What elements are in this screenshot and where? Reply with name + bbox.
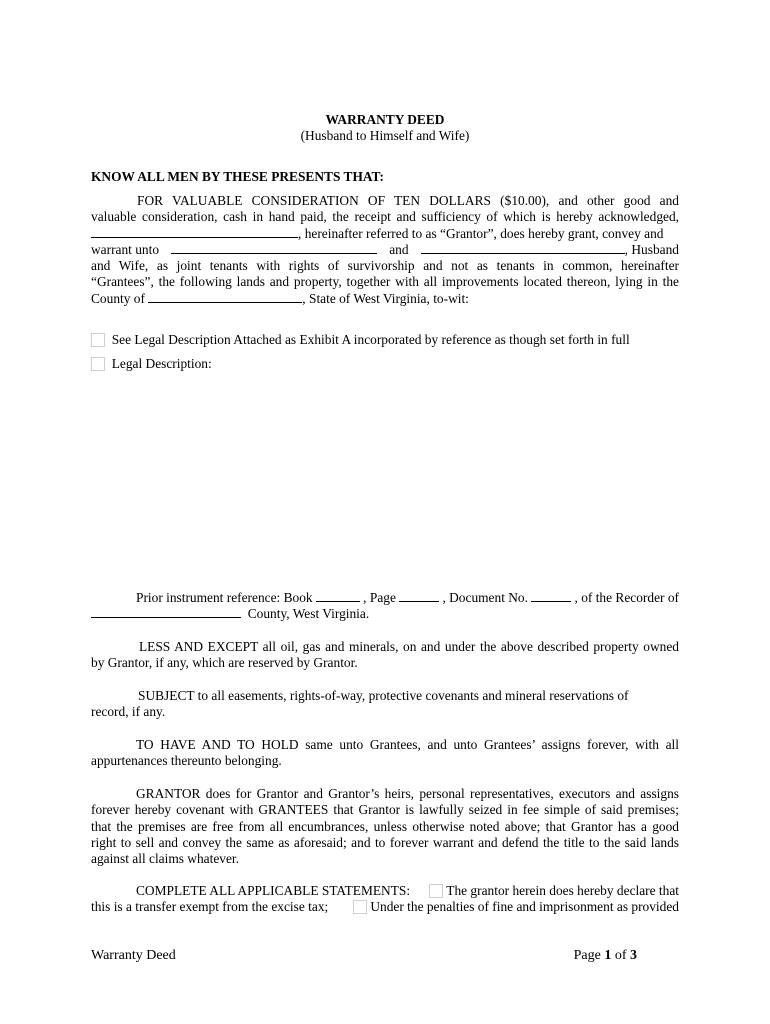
covenant-line-4: right to sell and convey the same as aforesaid; and to forever warrant and defend the title to the said lands xyxy=(91,834,679,850)
intro-paragraph xyxy=(91,193,679,307)
statements-line-2 xyxy=(91,899,679,915)
option-legal xyxy=(91,356,679,372)
less-except-line-2: by Grantor, if any, which are reserved by Grantor. xyxy=(91,655,358,671)
intro-line-3 xyxy=(91,226,679,242)
statement-option-2 xyxy=(353,899,679,915)
page-field[interactable] xyxy=(399,590,439,602)
legal-description-label: Legal Description: xyxy=(111,356,212,372)
of-word: of xyxy=(614,948,627,963)
covenant-block xyxy=(91,786,679,867)
grantee-wife-field[interactable] xyxy=(421,242,625,254)
habendum-line-2: appurtenances thereunto belonging. xyxy=(91,753,282,769)
intro-heading-block xyxy=(91,169,679,185)
intro-line-6: “Grantees”, the following lands and property, together with all improvements located thereon, lying in the xyxy=(91,274,679,290)
page-indicator xyxy=(574,948,637,964)
book-label: Prior instrument reference: Book xyxy=(136,590,313,605)
document-title: WARRANTY DEED xyxy=(325,112,445,127)
exempt-text: this is a transfer exempt from the excise tax; xyxy=(91,899,329,915)
subject-line-2: record, if any. xyxy=(91,704,166,720)
recorder-label: , of the Recorder of xyxy=(574,590,679,605)
exhibit-checkbox[interactable] xyxy=(91,333,105,347)
intro-line-7 xyxy=(91,291,679,307)
statements-block xyxy=(91,883,679,916)
habendum-block xyxy=(91,737,679,770)
page-label: , Page xyxy=(363,590,396,605)
document-no-label: , Document No. xyxy=(442,590,528,605)
option-exhibit xyxy=(91,332,679,348)
grantee-husband-field[interactable] xyxy=(171,242,377,254)
county-of-label: County of xyxy=(91,290,145,306)
statement-option-1-label: The grantor herein does hereby declare that xyxy=(446,883,679,898)
intro-line-4 xyxy=(91,242,679,258)
legal-description-checkbox[interactable] xyxy=(91,357,105,371)
and-label: and xyxy=(389,241,409,257)
recorder-county-field[interactable] xyxy=(91,606,241,618)
title-block xyxy=(91,112,679,145)
document-subtitle: (Husband to Himself and Wife) xyxy=(300,128,470,144)
statement-option-1 xyxy=(429,883,679,899)
current-page-number: 1 xyxy=(604,948,612,963)
habendum-line-1: TO HAVE AND TO HOLD same unto Grantees, and unto Grantees’ assigns forever, with all xyxy=(136,737,679,752)
state-label: , State of West Virginia, to-wit: xyxy=(302,290,469,306)
penalties-checkbox[interactable] xyxy=(353,900,367,914)
document-no-field[interactable] xyxy=(531,590,571,602)
legal-description-options xyxy=(91,332,679,373)
exhibit-label: See Legal Description Attached as Exhibit A incorporated by reference as though set forth in full xyxy=(111,332,630,347)
subject-line-1: SUBJECT to all easements, rights-of-way, protective covenants and mineral reservations of xyxy=(138,688,629,703)
husband-label: , Husband xyxy=(624,241,679,257)
less-except-block xyxy=(91,639,679,672)
statements-line-1 xyxy=(91,883,679,899)
covenant-line-3: that the premises are free from all encumbrances, unless otherwise noted above; that Grantor has a good xyxy=(91,818,679,834)
county-field[interactable] xyxy=(148,291,302,303)
covenant-line-1: GRANTOR does for Grantor and Grantor’s heirs, personal representatives, executors and assigns xyxy=(136,786,679,801)
covenant-line-2: forever hereby covenant with GRANTEES that Grantor is lawfully seized in fee simple of said premises; xyxy=(91,802,679,818)
grantor-name-field[interactable] xyxy=(91,226,298,238)
prior-line-2 xyxy=(91,606,679,622)
intro-line-5: and Wife, as joint tenants with rights of survivorship and not as tenants in common, hereinafter xyxy=(91,258,679,274)
subject-block xyxy=(91,688,679,721)
intro-heading: KNOW ALL MEN BY THESE PRESENTS THAT: xyxy=(91,169,384,184)
less-except-line-1: LESS AND EXCEPT all oil, gas and minerals, on and under the above described property owned xyxy=(139,639,679,654)
intro-line-3-text: , hereinafter referred to as “Grantor”, does hereby grant, convey and xyxy=(298,225,664,241)
prior-line-1 xyxy=(91,590,679,606)
total-pages-number: 3 xyxy=(630,948,637,963)
prior-instrument-block xyxy=(91,590,679,623)
recorder-county-label: County, West Virginia. xyxy=(247,606,370,622)
page-word: Page xyxy=(573,948,601,963)
intro-line-1: FOR VALUABLE CONSIDERATION OF TEN DOLLARS ($10.00), and other good and xyxy=(137,193,679,208)
warrant-unto-label: warrant unto xyxy=(91,241,160,257)
statements-lead: COMPLETE ALL APPLICABLE STATEMENTS: xyxy=(136,883,411,898)
intro-line-2: valuable consideration, cash in hand paid, the receipt and sufficiency of which is hereby acknowledged, xyxy=(91,209,679,225)
book-field[interactable] xyxy=(316,590,360,602)
grantee-wife-group xyxy=(421,242,679,258)
covenant-line-5: against all claims whatever. xyxy=(91,851,239,867)
exempt-checkbox[interactable] xyxy=(429,884,443,898)
footer-title: Warranty Deed xyxy=(91,948,176,963)
statement-option-2-label: Under the penalties of fine and imprisonment as provided xyxy=(370,899,679,915)
